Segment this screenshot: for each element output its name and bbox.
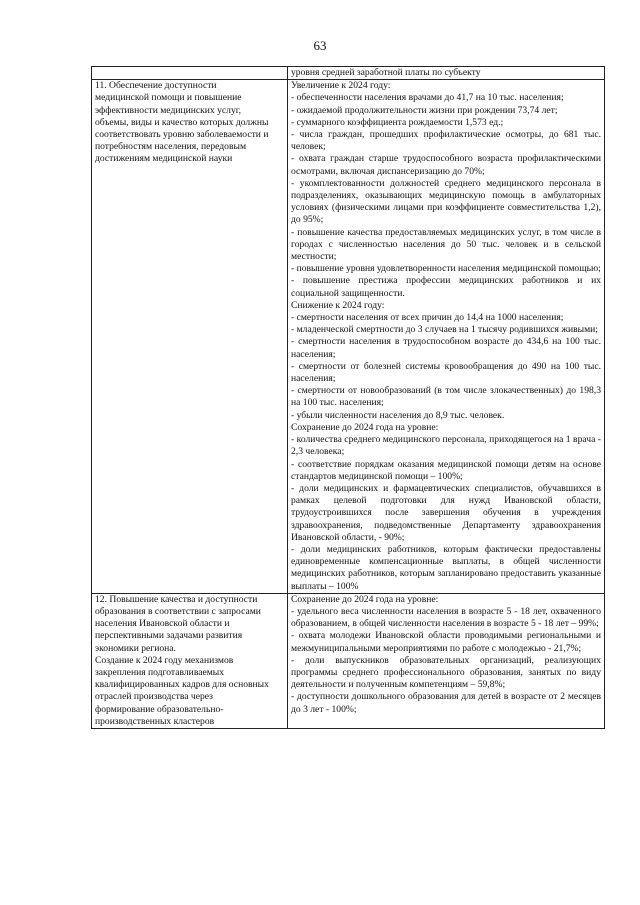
- indicator-item: - числа граждан, прошедших профилактические осмотры, до 681 тыс. человек;: [291, 129, 601, 153]
- cell-line: 11. Обеспечение доступности: [95, 80, 217, 92]
- cell-line: достижениям медицинской науки: [95, 153, 233, 165]
- goal-12-title: [92, 593, 288, 728]
- indicator-item: - соответствие порядкам оказания медицинской помощи детям на основе стандартов медицинской помощи – 100%;: [291, 458, 601, 482]
- indicator-item: Сохранение до 2024 года на уровне:: [291, 421, 439, 433]
- cell-line: отраслей производства через: [95, 691, 213, 703]
- goals-table: [91, 66, 605, 729]
- cell-line: закрепления подготавливаемых: [95, 666, 225, 678]
- indicator-item: - суммарного коэффициента рождаемости 1,573 ед.;: [291, 116, 504, 128]
- cell-line: формирование образовательно-: [95, 703, 224, 715]
- cell-line: 12. Повышение качества и доступности: [95, 593, 258, 605]
- indicator-item: - доли выпускников образовательных организаций, реализующих программы среднего профессионального образования, занятых по виду деятельности и полученным компетенциям – 59,8%;: [291, 654, 601, 691]
- cell-line: Создание к 2024 году механизмов: [95, 654, 234, 666]
- indicator-item: Увеличение к 2024 году:: [291, 80, 391, 92]
- indicator-item: - смертности от болезней системы кровообращения до 490 на 100 тыс. населения;: [291, 360, 601, 385]
- table-cell-empty: [92, 67, 288, 80]
- cell-line: образования в соответствии с запросами: [95, 605, 261, 617]
- indicator-item: - укомплектованности должностей среднего медицинского персонала в подразделениях, оказывающих медицинскую помощь в амбулаторных условиях (физическими лицами при коэффициенте совместительства 1,2), до 95%;: [291, 177, 601, 226]
- indicator-item: - охвата граждан старше трудоспособного возраста профилактическими осмотрами, включая диспансеризацию до 70%;: [291, 153, 601, 177]
- indicator-item: - повышение качества предоставляемых медицинских услуг, в том числе в городах с численностью населения до 50 тыс. человек и в сельской местности;: [291, 226, 601, 263]
- indicator-item: - охвата молодежи Ивановской области проводимыми региональными и межмуниципальными мероприятиями по работе с молодежью - 21,7%;: [291, 630, 601, 654]
- cell-line: экономики региона.: [95, 642, 176, 654]
- indicator-item: Снижение к 2024 году:: [291, 299, 385, 311]
- cell-line: медицинской помощи и повышение: [95, 92, 242, 104]
- goal-11-title: [92, 80, 288, 594]
- goal-11-indicators: [288, 80, 605, 594]
- table-row: [92, 80, 605, 594]
- cell-line: объемы, виды и качество которых должны: [95, 116, 269, 128]
- continuation-cell: уровня средней заработной платы по субъекту: [288, 67, 605, 80]
- cell-line: эффективности медицинских услуг,: [95, 104, 241, 116]
- indicator-item: - доступности дошкольного образования для детей в возрасте от 2 месяцев до 3 лет - 100%;: [291, 691, 601, 715]
- table-row: [92, 67, 605, 80]
- cell-line: потребностям населения, передовым: [95, 141, 247, 153]
- indicator-item: - смертности населения от всех причин до 14,4 на 1000 населения;: [291, 312, 564, 324]
- cell-line: производственных кластеров: [95, 715, 215, 727]
- indicator-item: - убыли численности населения до 8,9 тыс. человек.: [291, 409, 505, 421]
- cell-line: населения Ивановской области и: [95, 618, 230, 630]
- goal-12-indicators: [288, 593, 605, 728]
- indicator-item: - доли медицинских работников, которым фактически предоставлены единовременные компенсационные выплаты, в общей численности медицинских работников, которым запланировано предоставить указанные выплаты – 100%: [291, 543, 601, 592]
- indicator-item: - младенческой смертности до 3 случаев на 1 тысячу родившихся живыми;: [291, 324, 598, 336]
- cell-line: перспективными задачами развития: [95, 630, 243, 642]
- indicator-item: - обеспеченности населения врачами до 41,7 на 10 тыс. населения;: [291, 92, 564, 104]
- page-number: 63: [313, 38, 327, 53]
- table-row: [92, 593, 605, 728]
- indicator-item: - доли медицинских и фармацевтических специалистов, обучавшихся в рамках целевой подготовки для нужд Ивановской области, трудоустроившихся после завершения обучения в учреждения здравоохранения, подведомственные Департаменту здравоохранения Ивановской области, - 90%;: [291, 482, 601, 543]
- indicator-item: - повышение уровня удовлетворенности населения медицинской помощью;: [291, 263, 601, 275]
- indicator-item: - смертности населения в трудоспособном возрасте до 434,6 на 100 тыс. населения;: [291, 336, 601, 360]
- indicator-item: - удельного веса численности населения в возрасте 5 - 18 лет, охваченного образованием, в общей численности населения в возрасте 5 - 18 лет – 99%;: [291, 605, 601, 630]
- indicator-item: Сохранение до 2024 года на уровне:: [291, 593, 439, 605]
- cell-line: соответствовать уровню заболеваемости и: [95, 129, 269, 141]
- indicator-item: - смертности от новообразований (в том числе злокачественных) до 198,3 на 100 тыс. населения;: [291, 385, 601, 409]
- indicator-item: - повышение престижа профессии медицинских работников и их социальной защищенности.: [291, 275, 601, 299]
- cell-line: квалифицированных кадров для основных: [95, 679, 269, 691]
- indicator-item: - ожидаемой продолжительности жизни при рождении 73,74 лет;: [291, 104, 558, 116]
- indicator-item: - количества среднего медицинского персонала, приходящегося на 1 врача - 2,3 человека;: [291, 434, 601, 458]
